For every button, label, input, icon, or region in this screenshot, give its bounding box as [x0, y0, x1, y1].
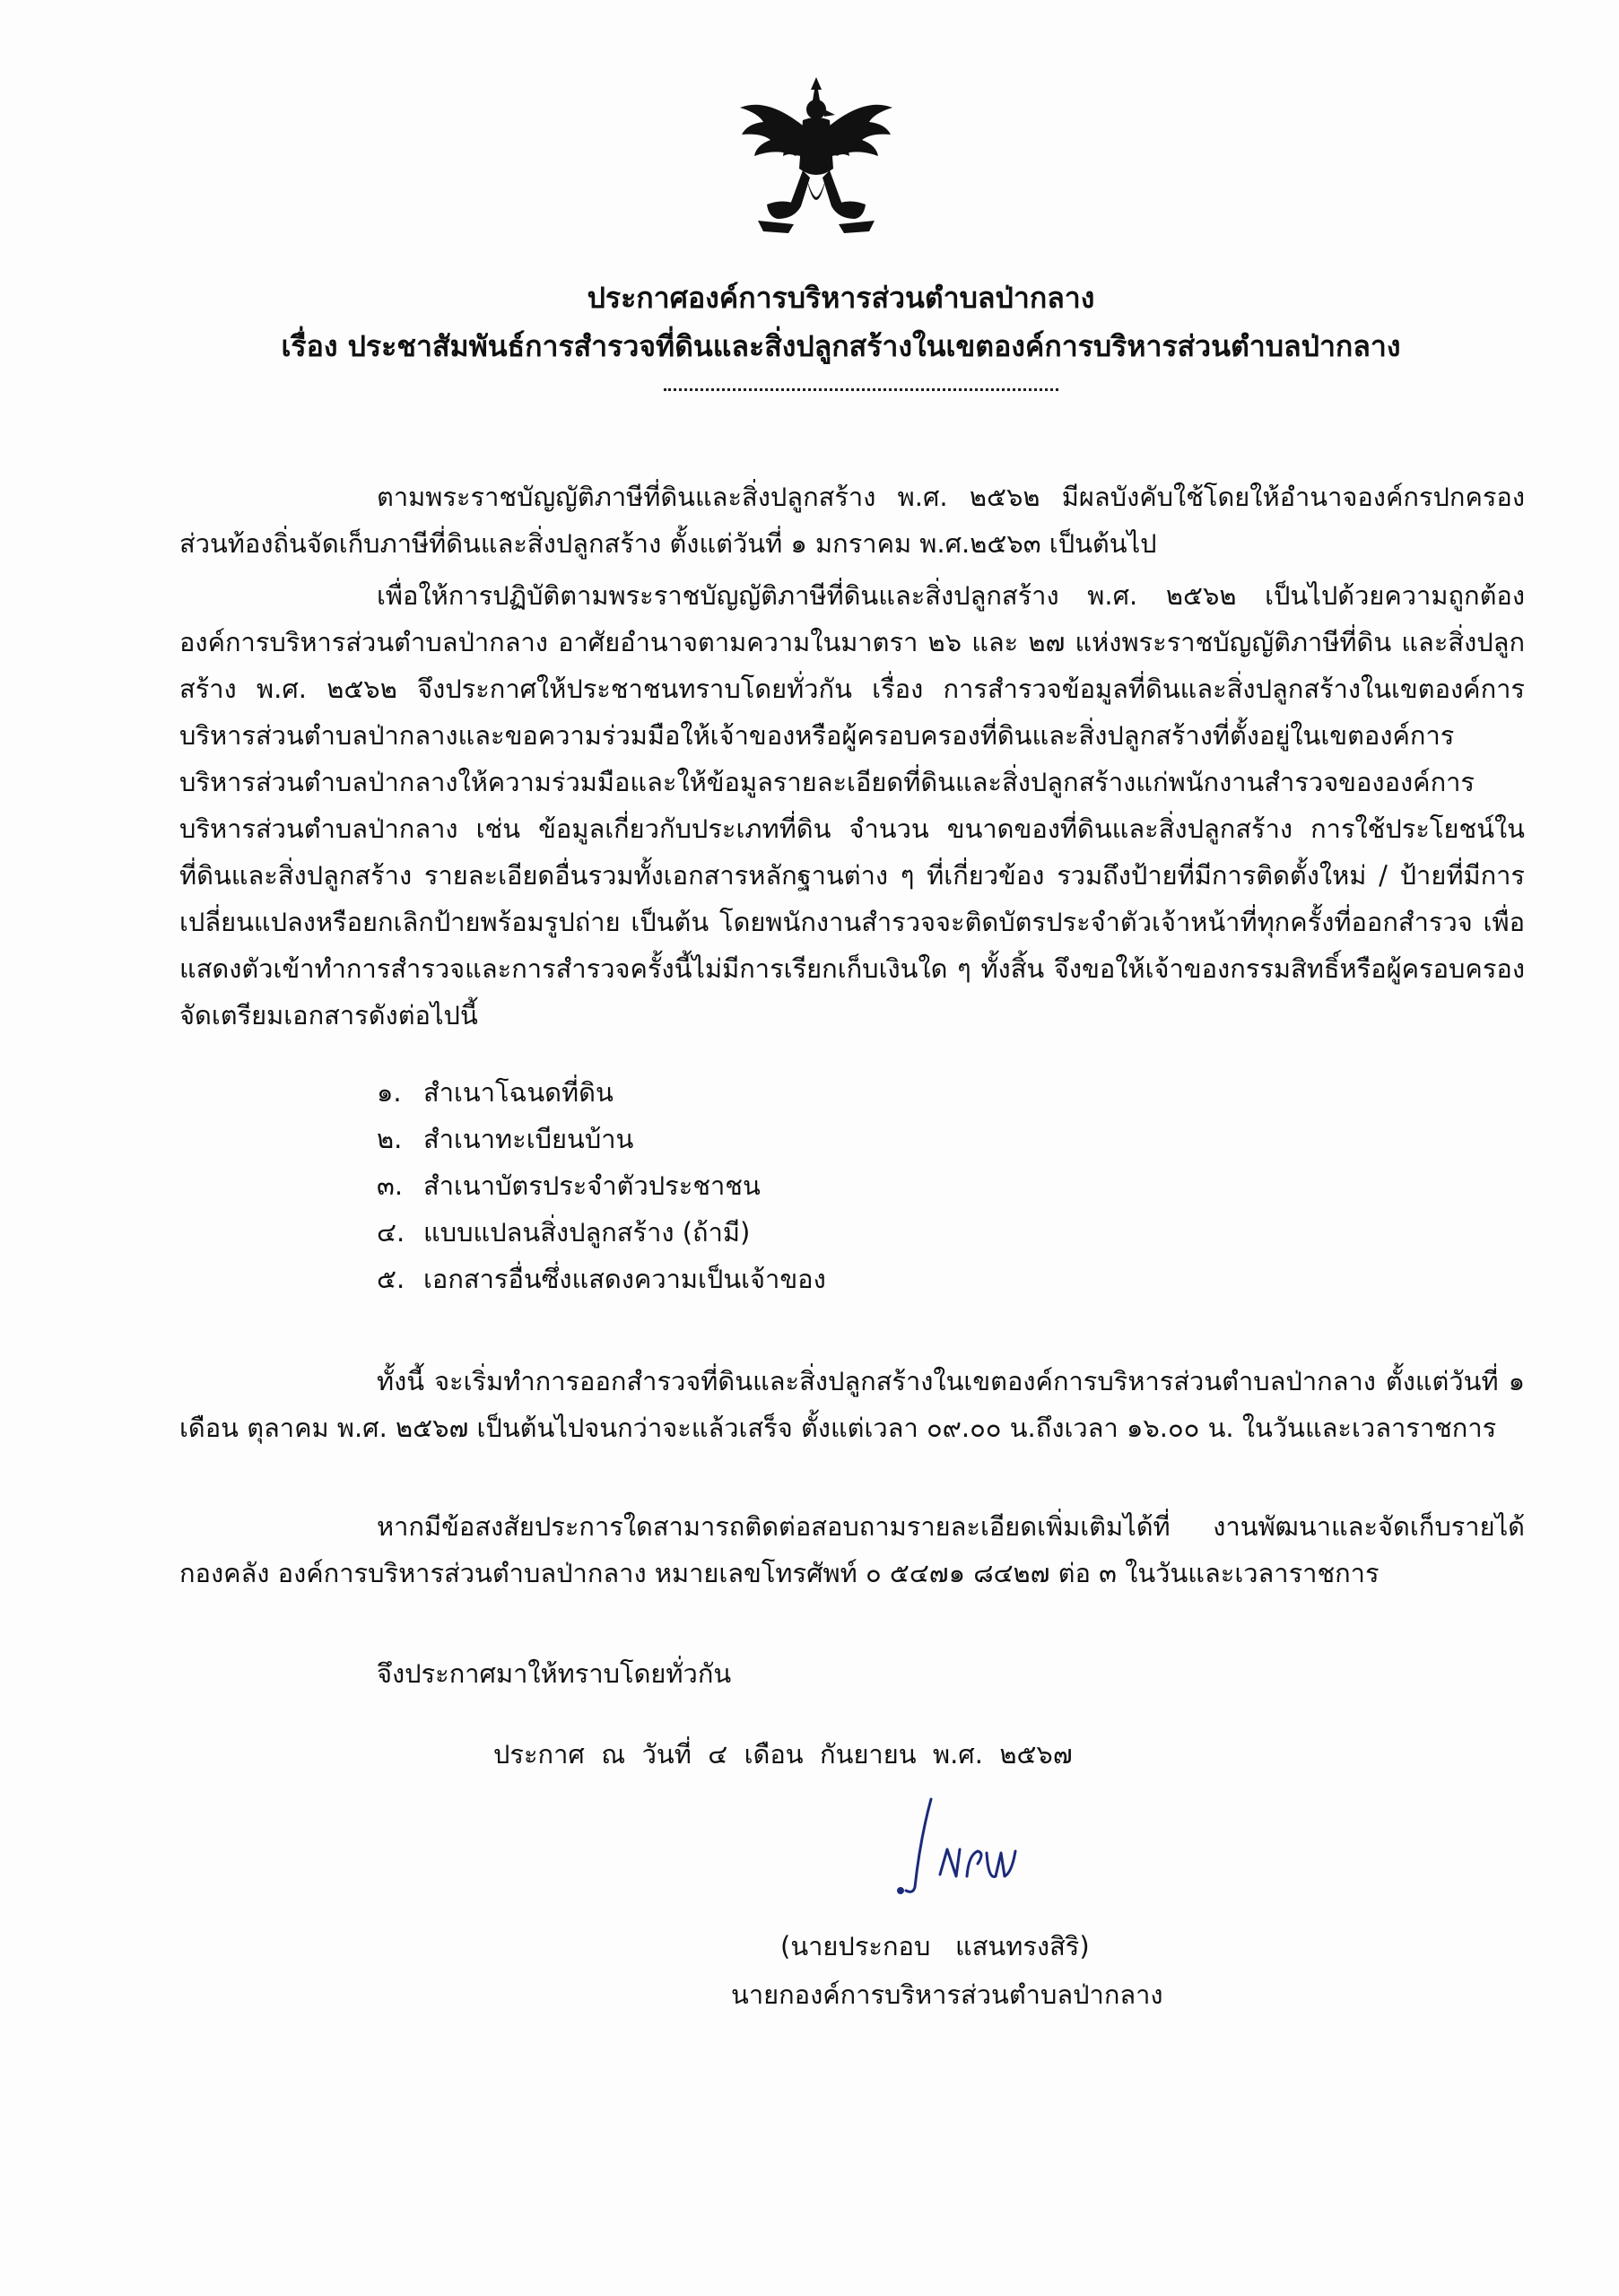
announcement-title: ประกาศองค์การบริหารส่วนตำบลป่ากลาง	[587, 281, 1095, 315]
announcement-subject: เรื่อง ประชาสัมพันธ์การสำรวจที่ดินและสิ่งปลูกสร้างในเขตองค์การบริหารส่วนตำบลป่ากลาง	[281, 329, 1401, 363]
list-item-number: ๓.	[377, 1170, 404, 1201]
paragraph-3: ทั้งนี้ จะเริ่มทำการออกสำรวจที่ดินและสิ่งปลูกสร้างในเขตองค์การบริหารส่วนตำบลป่ากลาง ตั้งแต่วันที่ ๑ เดือน ตุลาคม พ.ศ. ๒๕๖๗ เป็นต้นไปจนกว่าจะแล้วเสร็จ ตั้งแต่เวลา ๐๙.๐๐ น.ถึงเวลา ๑๖.๐๐ น. ในวันและเวลาราชการ	[179, 1366, 1525, 1443]
list-item-number: ๕.	[377, 1264, 405, 1294]
list-item-text: สำเนาโฉนดที่ดิน	[423, 1077, 614, 1108]
dotted-separator	[664, 381, 1058, 391]
signer-name: (นายประกอบ แสนทรงสิริ)	[780, 1931, 1090, 1961]
paragraph-4: หากมีข้อสงสัยประการใดสามารถติดต่อสอบถามรายละเอียดเพิ่มเติมได้ที่ งานพัฒนาและจัดเก็บรายได้ กองคลัง องค์การบริหารส่วนตำบลป่ากลาง หมายเลขโทรศัพท์ ๐ ๕๔๗๑ ๘๔๒๗ ต่อ ๓ ในวันและเวลาราชการ	[179, 1511, 1525, 1588]
garuda-emblem-icon	[731, 70, 901, 249]
list-item	[377, 1162, 826, 1209]
list-item-text: สำเนาทะเบียนบ้าน	[423, 1124, 634, 1154]
list-item	[377, 1256, 826, 1302]
list-item	[377, 1069, 826, 1116]
list-item	[377, 1116, 826, 1162]
signer-title: นายกองค์การบริหารส่วนตำบลป่ากลาง	[731, 1979, 1163, 2010]
list-item-number: ๔.	[377, 1217, 405, 1248]
paragraph-1: ตามพระราชบัญญัติภาษีที่ดินและสิ่งปลูกสร้าง พ.ศ. ๒๕๖๒ มีผลบังคับใช้โดยให้อำนาจองค์กรปกครองส่วนท้องถิ่นจัดเก็บภาษีที่ดินและสิ่งปลูกสร้าง ตั้งแต่วันที่ ๑ มกราคม พ.ศ.๒๕๖๓ เป็นต้นไป	[179, 482, 1525, 559]
documents-list	[377, 1069, 826, 1302]
signature-image	[861, 1794, 1049, 1901]
list-item-number: ๑.	[377, 1077, 402, 1108]
list-item-text: เอกสารอื่นซึ่งแสดงความเป็นเจ้าของ	[423, 1264, 826, 1294]
announcement-date: ประกาศ ณ วันที่ ๔ เดือน กันยายน พ.ศ. ๒๕๖๗	[493, 1739, 1073, 1770]
list-item-text: สำเนาบัตรประจำตัวประชาชน	[423, 1170, 761, 1201]
list-item	[377, 1209, 826, 1256]
paragraph-2: เพื่อให้การปฏิบัติตามพระราชบัญญัติภาษีที่ดินและสิ่งปลูกสร้าง พ.ศ. ๒๕๖๒ เป็นไปด้วยความถูกต้อง องค์การบริหารส่วนตำบลป่ากลาง อาศัยอำนาจตามความในมาตรา ๒๖ และ ๒๗ แห่งพระราชบัญญัติภาษีที่ดิน และสิ่งปลูกสร้าง พ.ศ. ๒๕๖๒ จึงประกาศให้ประชาชนทราบโดยทั่วกัน เรื่อง การสำรวจข้อมูลที่ดินและสิ่งปลูกสร้างในเขตองค์การบริหารส่วนตำบลป่ากลางและขอความร่วมมือให้เจ้าของหรือผู้ครอบครองที่ดินและสิ่งปลูกสร้างที่ตั้งอยู่ในเขตองค์การบริหารส่วนตำบลป่ากลางให้ความร่วมมือและให้ข้อมูลรายละเอียดที่ดินและสิ่งปลูกสร้างแก่พนักงานสำรวจขององค์การบริหารส่วนตำบลป่ากลาง เช่น ข้อมูลเกี่ยวกับประเภทที่ดิน จำนวน ขนาดของที่ดินและสิ่งปลูกสร้าง การใช้ประโยชน์ในที่ดินและสิ่งปลูกสร้าง รายละเอียดอื่นรวมทั้งเอกสารหลักฐานต่าง ๆ ที่เกี่ยวข้อง รวมถึงป้ายที่มีการติดตั้งใหม่ / ป้ายที่มีการเปลี่ยนแปลงหรือยกเลิกป้ายพร้อมรูปถ่าย เป็นต้น โดยพนักงานสำรวจจะติดบัตรประจำตัวเจ้าหน้าที่ทุกครั้งที่ออกสำรวจ เพื่อแสดงตัวเข้าทำการสำรวจและการสำรวจครั้งนี้ไม่มีการเรียกเก็บเงินใด ๆ ทั้งสิ้น จึงขอให้เจ้าของกรรมสิทธิ์หรือผู้ครอบครองจัดเตรียมเอกสารดังต่อไปนี้	[179, 580, 1525, 1031]
list-item-number: ๒.	[377, 1124, 403, 1154]
paragraph-5: จึงประกาศมาให้ทราบโดยทั่วกัน	[377, 1658, 732, 1689]
list-item-text: แบบแปลนสิ่งปลูกสร้าง (ถ้ามี)	[423, 1217, 751, 1248]
